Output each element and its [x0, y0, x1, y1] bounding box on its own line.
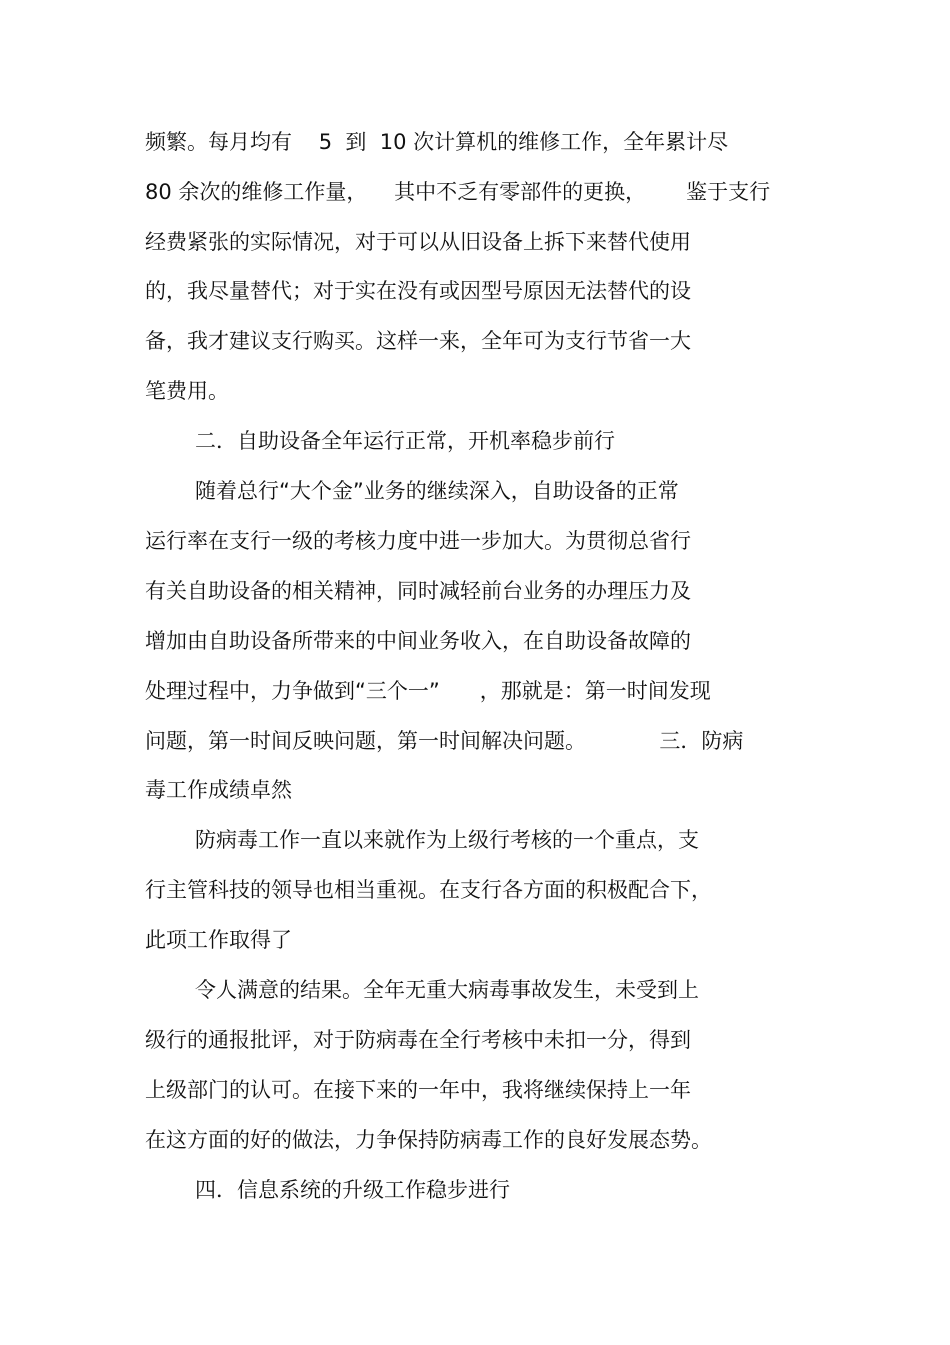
text-line: 问题，第一时间反映问题，第一时间解决问题。 三．防病	[145, 729, 744, 753]
text-line: 备，我才建议支行购买。这样一来，全年可为支行节省一大	[145, 329, 691, 353]
text-line: 80 余次的维修工作量， 其中不乏有零部件的更换， 鉴于支行	[145, 180, 771, 204]
text-line: 运行率在支行一级的考核力度中进一步加大。为贯彻总省行	[145, 529, 691, 553]
text-line: 处理过程中，力争做到“三个一” ，那就是：第一时间发现	[145, 679, 711, 703]
text-line: 随着总行“大个金”业务的继续深入，自助设备的正常	[195, 479, 679, 503]
section-heading: 四．信息系统的升级工作稳步进行	[195, 1178, 510, 1202]
text-line: 有关自助设备的相关精神，同时减轻前台业务的办理压力及	[145, 579, 691, 603]
text-line: 毒工作成绩卓然	[145, 778, 292, 802]
text-line: 的，我尽量替代；对于实在没有或因型号原因无法替代的设	[145, 279, 691, 303]
text-line: 级行的通报批评，对于防病毒在全行考核中未扣一分，得到	[145, 1028, 691, 1052]
section-heading: 二．自助设备全年运行正常，开机率稳步前行	[195, 429, 615, 453]
text-line: 防病毒工作一直以来就作为上级行考核的一个重点，支	[195, 828, 699, 852]
text-line: 笔费用。	[145, 379, 229, 403]
text-line: 增加由自助设备所带来的中间业务收入，在自助设备故障的	[145, 629, 691, 653]
text-line: 此项工作取得了	[145, 928, 292, 952]
text-line: 上级部门的认可。在接下来的一年中，我将继续保持上一年	[145, 1078, 691, 1102]
text-line: 在这方面的好的做法，力争保持防病毒工作的良好发展态势。	[145, 1128, 712, 1152]
text-line: 令人满意的结果。全年无重大病毒事故发生，未受到上	[195, 978, 699, 1002]
text-line: 经费紧张的实际情况，对于可以从旧设备上拆下来替代使用	[145, 230, 691, 254]
text-line: 行主管科技的领导也相当重视。在支行各方面的积极配合下，	[145, 878, 712, 902]
text-line: 频繁。每月均有 5 到 10 次计算机的维修工作，全年累计尽	[145, 130, 729, 154]
